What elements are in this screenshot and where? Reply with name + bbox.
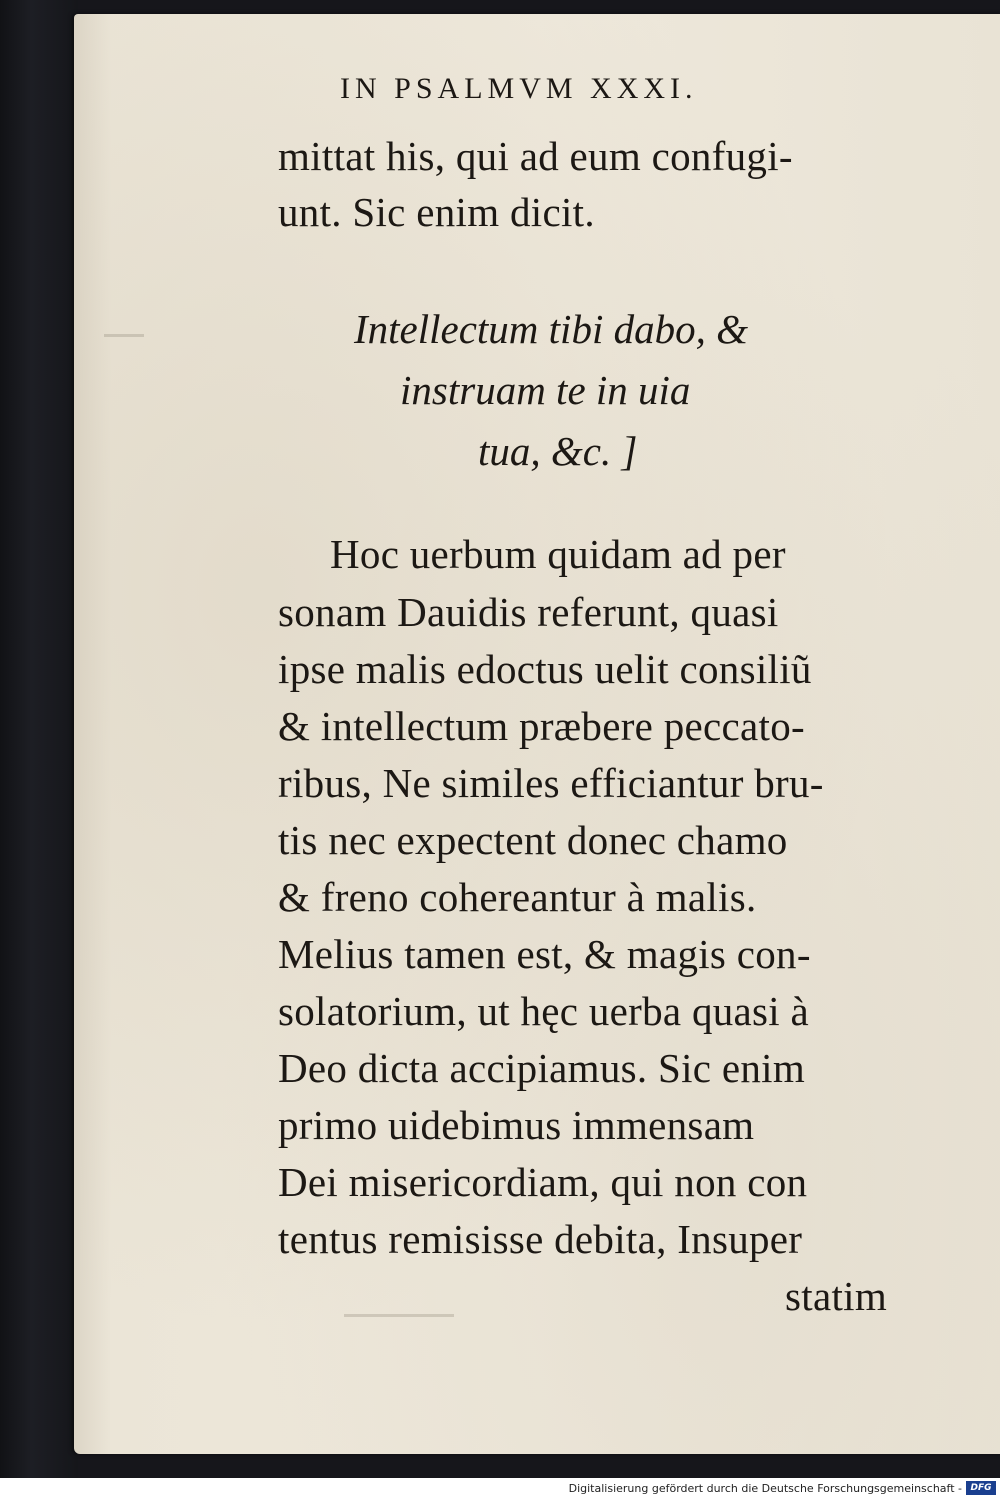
quotation-line: tua, &c. ] xyxy=(478,428,638,474)
text-line: ipse malis edoctus uelit consiliũ xyxy=(278,646,812,692)
binding-edge xyxy=(0,0,78,1478)
text-line: primo uidebimus immensam xyxy=(278,1102,755,1148)
footer-bar xyxy=(0,1478,1000,1499)
quotation-line: Intellectum tibi dabo, & xyxy=(354,306,748,352)
text-line: & freno cohereantur à malis. xyxy=(278,874,757,920)
text-line: solatorium, ut hęc uerba quasi à xyxy=(278,988,810,1034)
text-line: ribus, Ne similes efficiantur bru- xyxy=(278,760,824,806)
text-line: tis nec expectent donec chamo xyxy=(278,817,788,863)
text-line: tentus remisisse debita, Insuper xyxy=(278,1216,803,1262)
text-line: Deo dicta accipiamus. Sic enim xyxy=(278,1045,806,1091)
text-line: mittat his, qui ad eum confugi- xyxy=(278,133,793,179)
text-line: Dei misericordiam, qui non con xyxy=(278,1159,808,1205)
text-line: sonam Dauidis referunt, quasi xyxy=(278,589,779,635)
catchword: statim xyxy=(785,1273,888,1319)
margin-mark xyxy=(344,1314,454,1317)
running-head: IN PSALMVM XXXI. xyxy=(340,72,698,105)
text-line: Melius tamen est, & magis con- xyxy=(278,931,811,977)
footer-credit: Digitalisierung gefördert durch die Deutsche Forschungsgemeinschaft - xyxy=(568,1482,962,1495)
text-line: unt. Sic enim dicit. xyxy=(278,189,595,235)
quotation-line: instruam te in uia xyxy=(400,367,691,413)
text-line: & intellectum præbere peccato- xyxy=(278,703,805,749)
margin-mark xyxy=(104,334,144,337)
dfg-logo[interactable]: DFG xyxy=(966,1481,996,1495)
text-line: Hoc uerbum quidam ad per xyxy=(330,531,786,577)
